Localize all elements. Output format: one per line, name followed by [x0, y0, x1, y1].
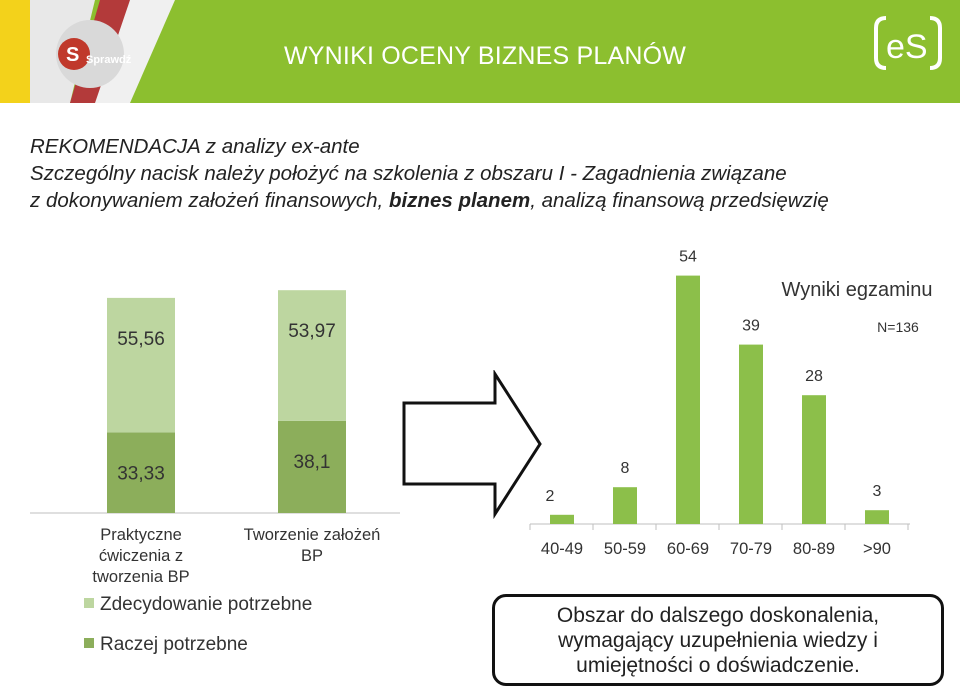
data-label: 2: [545, 487, 555, 505]
data-label: 53,97: [288, 321, 336, 343]
bar: [802, 395, 826, 524]
exam-results-chart: [520, 250, 960, 570]
tick-label: 50-59: [603, 540, 647, 558]
legend-swatch: [84, 598, 94, 608]
recommendation-text: [30, 133, 960, 214]
data-label: 28: [805, 368, 823, 386]
bar-segment: [107, 298, 175, 432]
data-label: 55,56: [117, 328, 165, 350]
tick-label: >90: [863, 540, 891, 558]
tick-label: 60-69: [666, 540, 710, 558]
sample-size-annotation: N=136: [877, 319, 919, 335]
es-brand-logo: [872, 12, 944, 74]
recommendation-line1: REKOMENDACJA z analizy ex-ante: [30, 135, 360, 158]
tick-label: 80-89: [792, 540, 836, 558]
tick-label: 70-79: [729, 540, 773, 558]
sprawdz-logo: [0, 0, 180, 103]
header-bar: [0, 0, 960, 103]
category-label: ćwiczenia z: [98, 547, 184, 565]
legend-item-zdecydowanie: Zdecydowanie potrzebne: [84, 594, 312, 616]
chart-title: Wyniki egzaminu: [781, 279, 933, 301]
legend-swatch: [84, 638, 94, 648]
callout-box: Obszar do dalszego doskonalenia, wymagający uzupełnienia wiedzy i umiejętności o doświadczenie.: [492, 594, 944, 686]
bar-segment: [278, 290, 346, 421]
category-label: BP: [300, 547, 324, 565]
data-label: 33,33: [117, 463, 165, 485]
data-label: 8: [620, 460, 630, 478]
bar: [550, 515, 574, 524]
recommendation-line3: z dokonywaniem założeń finansowych, biznes planem, analizą finansową przedsięwzię: [30, 189, 829, 212]
svg-text:S: S: [66, 44, 80, 66]
data-label: 39: [742, 317, 760, 335]
logo-text: Sprawdź: [86, 54, 132, 66]
legend-item-raczej: Raczej potrzebne: [84, 634, 248, 656]
bar: [865, 510, 889, 524]
bar: [613, 487, 637, 524]
page-title: WYNIKI OCENY BIZNES PLANÓW: [284, 42, 687, 70]
data-label: 38,1: [293, 451, 331, 473]
category-label: Praktyczne: [100, 526, 182, 544]
category-label: tworzenia BP: [92, 568, 190, 586]
data-label: 54: [679, 250, 697, 266]
tick-label: 40-49: [540, 540, 584, 558]
stacked-bar-chart: [0, 270, 420, 590]
bar: [739, 345, 763, 524]
recommendation-line2: Szczególny nacisk należy położyć na szkolenia z obszaru I - Zagadnienia związane: [30, 162, 787, 185]
bar: [676, 276, 700, 524]
data-label: 3: [872, 483, 882, 501]
brand-mark: eS: [886, 28, 928, 66]
category-label: Tworzenie założeń: [243, 526, 381, 544]
